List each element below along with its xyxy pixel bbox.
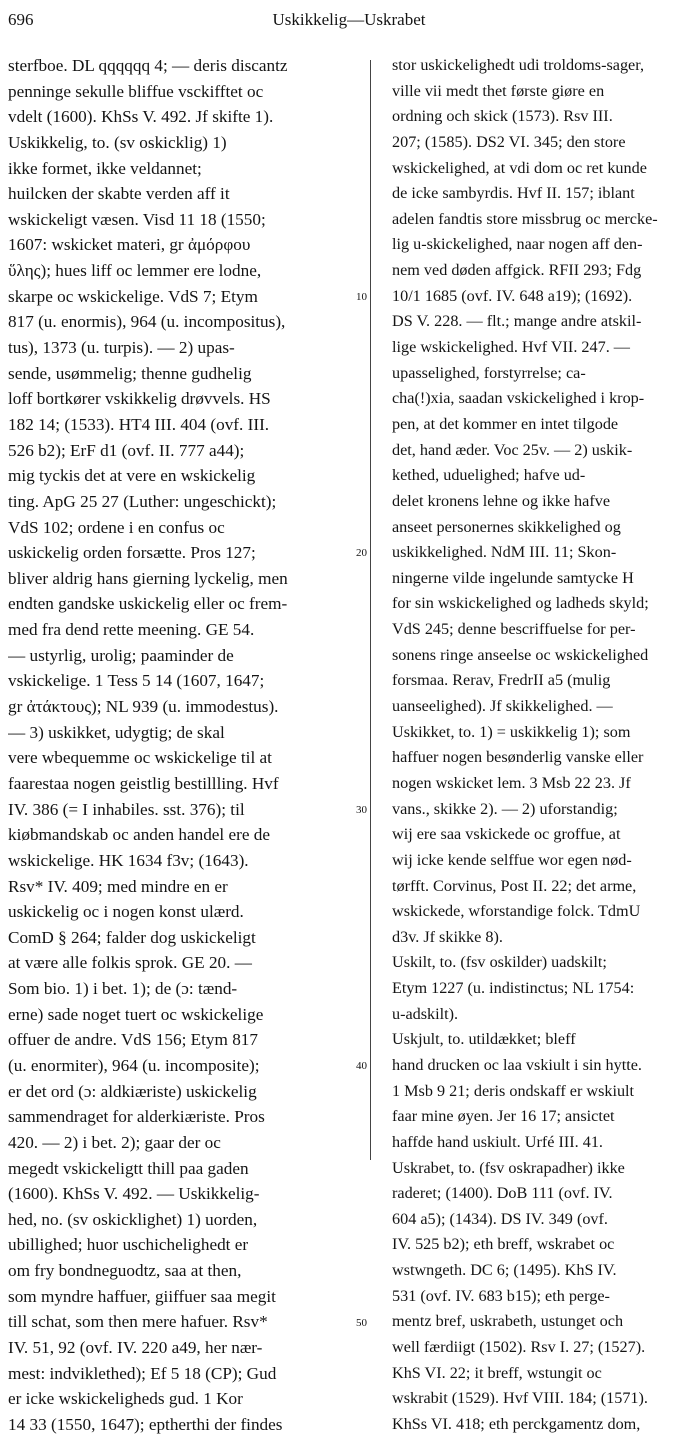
text-line: sterfboe. DL qqqqqq 4; — deris discantz bbox=[8, 56, 288, 75]
left-column bbox=[8, 53, 348, 1438]
text-line: IV. 386 (= I inhabiles. sst. 376); til bbox=[8, 799, 245, 819]
text-line: loff bortkører vskikkelig drøvvels. HS bbox=[8, 389, 271, 409]
line-number: 20 bbox=[356, 547, 367, 560]
text-line: endten gandske uskickelig eller oc frem- bbox=[8, 594, 288, 614]
text-line: det, hand æder. Voc 25v. — 2) uskik- bbox=[392, 440, 633, 459]
text-line: om fry bondneguodtz, saa at then, bbox=[8, 1261, 242, 1281]
text-line: ὕλης); hues liff oc lemmer ere lodne, bbox=[8, 261, 262, 281]
text-line: Uskikket, to. 1) = uskikkelig 1); som bbox=[392, 722, 631, 741]
text-line: wskrabit (1529). Hvf VIII. 184; (1571). bbox=[392, 1389, 648, 1408]
text-line: haffde hand uskiult. Urfé III. 41. bbox=[392, 1132, 603, 1151]
line-number: 30 bbox=[356, 803, 367, 816]
text-line: anseet personernes skikkelighed og bbox=[392, 517, 621, 536]
text-line: uskikkelighed. NdM III. 11; Skon- bbox=[392, 543, 617, 562]
text-line: Rsv* IV. 409; med mindre en er bbox=[8, 876, 228, 896]
text-line: erne) sade noget tuert oc wskickelige bbox=[8, 1004, 264, 1024]
text-line: penninge sekulle bliffue vsckifftet oc bbox=[8, 81, 264, 101]
text-line: ordning och skick (1573). Rsv III. bbox=[392, 107, 613, 126]
text-line: till schat, som then mere hafuer. Rsv* bbox=[8, 1312, 268, 1332]
text-line: ComD § 264; falder dog uskickeligt bbox=[8, 927, 256, 947]
text-line: Etym 1227 (u. indistinctus; NL 1754: bbox=[392, 979, 635, 998]
text-line: IV. 525 b2); eth breff, wskrabet oc bbox=[392, 1235, 615, 1254]
text-line: well færdiigt (1502). Rsv I. 27; (1527). bbox=[392, 1338, 646, 1357]
text-line: VdS 102; ordene i en confus oc bbox=[8, 517, 225, 537]
column-divider bbox=[370, 60, 371, 1160]
text-line: offuer de andre. VdS 156; Etym 817 bbox=[8, 1030, 258, 1050]
text-line: som myndre haffuer, giiffuer saa megit bbox=[8, 1286, 276, 1306]
text-line: pen, at det kommer en intet tilgode bbox=[392, 414, 619, 433]
text-line: tus), 1373 (u. turpis). — 2) upas- bbox=[8, 338, 235, 358]
text-line: bliver aldrig hans gierning lyckelig, men bbox=[8, 568, 288, 588]
text-line: VdS 245; denne bescriffuelse for per- bbox=[392, 620, 636, 639]
text-line: Som bio. 1) i bet. 1); de (ɔ: tænd- bbox=[8, 979, 238, 999]
text-line: adelen fandtis store missbrug oc mercke- bbox=[392, 209, 658, 228]
text-line: DS V. 228. — flt.; mange andre atskil- bbox=[392, 312, 642, 331]
text-line: uskickelig oc i nogen konst ulærd. bbox=[8, 902, 244, 922]
text-line: upasselighed, forstyrrelse; ca- bbox=[392, 363, 586, 382]
text-line: skarpe oc wskickelige. VdS 7; Etym bbox=[8, 286, 258, 306]
text-line: 182 14; (1533). HT4 III. 404 (ovf. III. bbox=[8, 414, 270, 434]
text-line: 420. — 2) i bet. 2); gaar der oc bbox=[8, 1132, 221, 1152]
text-line: forsmaa. Rerav, FredrII a5 (mulig bbox=[392, 671, 611, 690]
text-line: med fra dend rette meening. GE 54. bbox=[8, 620, 255, 640]
text-line: ting. ApG 25 27 (Luther: ungeschickt); bbox=[8, 491, 277, 511]
text-line: 10/1 1685 (ovf. IV. 648 a19); (1692). bbox=[392, 286, 633, 305]
text-line: hand drucken oc laa vskiult i sin hytte. bbox=[392, 1055, 642, 1074]
text-line: nogen wskicket lem. 3 Msb 22 23. Jf bbox=[392, 773, 631, 792]
text-line: (u. enormiter), 964 (u. incomposite); bbox=[8, 1055, 260, 1075]
text-line: lig u-skickelighed, naar nogen aff den- bbox=[392, 235, 643, 254]
text-line: wskickelige. HK 1634 f3v; (1643). bbox=[8, 850, 249, 870]
text-line: 14 33 (1550, 1647); eptherthi der findes bbox=[8, 1414, 283, 1434]
text-line: kiøbmandskab oc anden handel ere de bbox=[8, 825, 271, 845]
text-line: mentz bref, uskrabeth, ustunget och bbox=[392, 1312, 624, 1331]
text-line: IV. 51, 92 (ovf. IV. 220 a49, her nær- bbox=[8, 1338, 263, 1358]
text-line: 604 a5); (1434). DS IV. 349 (ovf. bbox=[392, 1209, 608, 1228]
headword-range: Uskikkelig—Uskrabet bbox=[272, 10, 426, 29]
text-line: sammendraget for alderkiæriste. Pros bbox=[8, 1107, 265, 1127]
text-line: 817 (u. enormis), 964 (u. incompositus), bbox=[8, 312, 286, 332]
text-line: KhSs VI. 418; eth perckgamentz dom, bbox=[392, 1414, 641, 1433]
text-line: — ustyrlig, urolig; paaminder de bbox=[8, 645, 234, 665]
page-number: 696 bbox=[8, 10, 34, 29]
text-line: wij ere saa vskickede oc groffue, at bbox=[392, 825, 621, 844]
text-line: wij icke kende selffue wor egen nød- bbox=[392, 850, 632, 869]
right-column bbox=[392, 53, 692, 1438]
text-line: ikke formet, ikke veldannet; bbox=[8, 158, 202, 178]
text-line: ville vii medt thet første giøre en bbox=[392, 81, 605, 100]
text-line: cha(!)xia, saadan vskickelighed i krop- bbox=[392, 389, 645, 408]
text-line: at være alle folkis sprok. GE 20. — bbox=[8, 953, 252, 973]
text-line: d3v. Jf skikke 8). bbox=[392, 927, 503, 946]
text-line: — 3) uskikket, udygtig; de skal bbox=[8, 722, 225, 742]
text-line: KhS VI. 22; it breff, wstungit oc bbox=[392, 1363, 602, 1382]
text-line: wstwngeth. DC 6; (1495). KhS IV. bbox=[392, 1261, 617, 1280]
text-line: ubillighed; huor uschichelighedt er bbox=[8, 1235, 249, 1255]
running-head bbox=[8, 10, 690, 34]
text-line: vdelt (1600). KhSs V. 492. Jf skifte 1). bbox=[8, 107, 274, 127]
text-line: delet kronens lehne og ikke hafve bbox=[392, 491, 611, 510]
text-line: raderet; (1400). DoB 111 (ovf. IV. bbox=[392, 1184, 613, 1203]
text-line: sonens ringe anseelse oc wskickelighed bbox=[392, 645, 649, 664]
text-line: mig tyckis det at vere en wskickelig bbox=[8, 466, 256, 486]
text-line: er icke wskickeligheds gud. 1 Kor bbox=[8, 1389, 243, 1409]
text-line: wskickede, wforstandige folck. TdmU bbox=[392, 902, 641, 921]
text-line: huilcken der skabte verden aff it bbox=[8, 184, 230, 204]
text-line: uskickelig orden forsætte. Pros 127; bbox=[8, 543, 256, 563]
text-line: sende, usømmelig; thenne gudhelig bbox=[8, 363, 252, 383]
text-line: Uskikkelig, to. (sv oskicklig) 1) bbox=[8, 132, 227, 152]
text-line: gr ἀτάκτους); NL 939 (u. immodestus). bbox=[8, 697, 279, 717]
text-line: Uskrabet, to. (fsv oskrapadher) ikke bbox=[392, 1158, 625, 1177]
text-line: kethed, uduelighed; hafve ud- bbox=[392, 466, 586, 485]
text-line: wskickeligt væsen. Visd 11 18 (1550; bbox=[8, 209, 266, 229]
text-line: for sin wskickelighed og ladheds skyld; bbox=[392, 594, 649, 613]
line-number: 10 bbox=[356, 290, 367, 303]
text-line: faarestaa nogen geistlig bestillling. Hvf bbox=[8, 773, 279, 793]
text-line: er det ord (ɔ: aldkiæriste) uskickelig bbox=[8, 1081, 257, 1101]
line-number: 40 bbox=[356, 1060, 367, 1073]
text-line: stor uskickelighedt udi troldoms-sager, bbox=[392, 56, 645, 74]
text-line: 526 b2); ErF d1 (ovf. II. 777 a44); bbox=[8, 440, 245, 460]
text-line: 1607: wskicket materi, gr ἀμόρφου bbox=[8, 235, 251, 255]
text-line: (1600). KhSs V. 492. — Uskikkelig- bbox=[8, 1184, 260, 1204]
text-line: nem ved døden affgick. RFII 293; Fdg bbox=[392, 261, 642, 280]
text-line: haffuer nogen besønderlig vanske eller bbox=[392, 748, 644, 767]
text-line: Uskjult, to. utildækket; bleff bbox=[392, 1030, 576, 1049]
line-number: 50 bbox=[356, 1316, 367, 1329]
text-line: vans., skikke 2). — 2) uforstandig; bbox=[392, 799, 618, 818]
text-line: vere wbequemme oc wskickelige til at bbox=[8, 748, 272, 768]
text-line: 1 Msb 9 21; deris ondskaff er wskiult bbox=[392, 1081, 635, 1100]
text-line: de icke sambyrdis. Hvf II. 157; iblant bbox=[392, 184, 635, 203]
text-line: uanseelighed). Jf skikkelighed. — bbox=[392, 697, 613, 716]
text-line: tørfft. Corvinus, Post II. 22; det arme, bbox=[392, 876, 637, 895]
text-line: faar mine øyen. Jer 16 17; ansictet bbox=[392, 1107, 615, 1126]
text-line: u-adskilt). bbox=[392, 1004, 459, 1023]
text-line: hed, no. (sv oskicklighet) 1) uorden, bbox=[8, 1209, 258, 1229]
text-line: lige wskickelighed. Hvf VII. 247. — bbox=[392, 338, 630, 357]
text-line: megedt vskickeligtt thill paa gaden bbox=[8, 1158, 249, 1178]
text-line: mest: indviklethed); Ef 5 18 (CP); Gud bbox=[8, 1363, 277, 1383]
text-line: 531 (ovf. IV. 683 b15); eth perge- bbox=[392, 1286, 610, 1305]
text-line: wskickelighed, at vdi dom oc ret kunde bbox=[392, 158, 647, 177]
text-line: 207; (1585). DS2 VI. 345; den store bbox=[392, 132, 626, 151]
text-line: Uskilt, to. (fsv oskilder) uadskilt; bbox=[392, 953, 607, 972]
text-line: vskickelige. 1 Tess 5 14 (1607, 1647; bbox=[8, 671, 265, 691]
text-line: ningerne vilde ingelunde samtycke H bbox=[392, 568, 634, 587]
